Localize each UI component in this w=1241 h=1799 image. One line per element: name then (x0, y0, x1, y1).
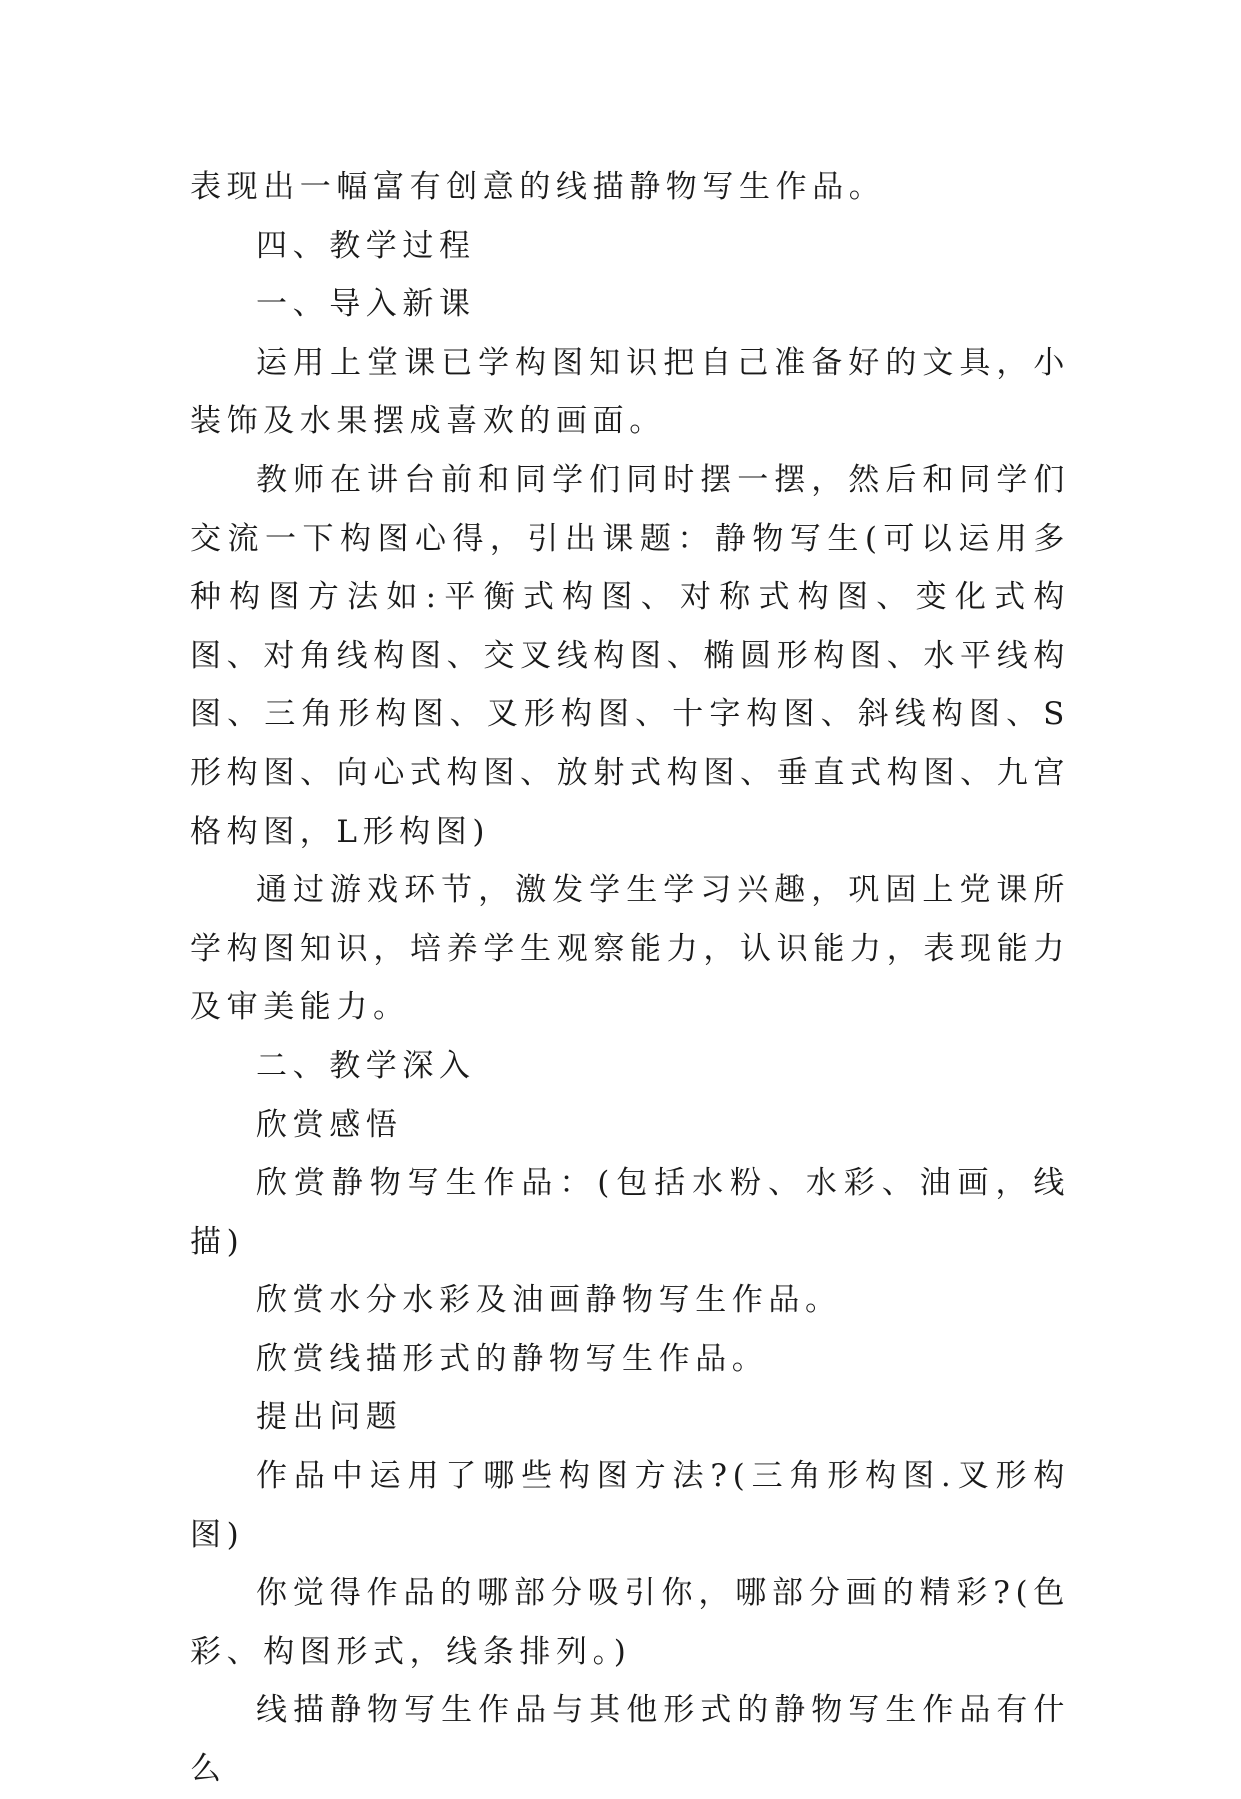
paragraph-appreciate-works: 欣赏静物写生作品：(包括水粉、水彩、油画，线描) (190, 1165, 1070, 1260)
subheading-appreciation: 欣赏感悟 (256, 1106, 403, 1143)
heading-lesson-introduction: 一、导入新课 (256, 286, 476, 323)
paragraph-question-comparison: 线描静物写生作品与其他形式的静物写生作品有什么 (190, 1692, 1070, 1788)
heading-teaching-deepening: 二、教学深入 (256, 1047, 476, 1084)
paragraph-intro-continuation: 表现出一幅富有创意的线描静物写生作品。 (190, 169, 886, 205)
paragraph-question-attraction: 你觉得作品的哪部分吸引你，哪部分画的精彩?(色彩、构图形式，线条排列。) (190, 1575, 1070, 1670)
paragraph-game-goal: 通过游戏环节，激发学生学习兴趣，巩固上党课所学构图知识，培养学生观察能力，认识能力，表现能力及审美能力。 (190, 872, 1070, 1026)
paragraph-question-methods: 作品中运用了哪些构图方法?(三角形构图.叉形构图) (190, 1458, 1070, 1553)
subheading-questions: 提出问题 (256, 1399, 403, 1436)
heading-teaching-process: 四、教学过程 (256, 227, 476, 264)
document-body (190, 158, 1070, 1799)
paragraph-arrange-items: 运用上堂课已学构图知识把自己准备好的文具，小装饰及水果摆成喜欢的画面。 (190, 344, 1070, 440)
paragraph-appreciate-line-drawing: 欣赏线描形式的静物写生作品。 (256, 1340, 769, 1377)
paragraph-appreciate-watercolor-oil: 欣赏水分水彩及油画静物写生作品。 (256, 1282, 842, 1319)
paragraph-composition-methods: 教师在讲台前和同学们同时摆一摆，然后和同学们交流一下构图心得，引出课题：静物写生(可以运用多种构图方法如:平衡式构图、对称式构图、变化式构图、对角线构图、交叉线构图、椭圆形构图、水平线构图、三角形构图、叉形构图、十字构图、斜线构图、S形构图、向心式构图、放射式构图、垂直式构图、九宫格构图，L形构图) (190, 461, 1070, 850)
